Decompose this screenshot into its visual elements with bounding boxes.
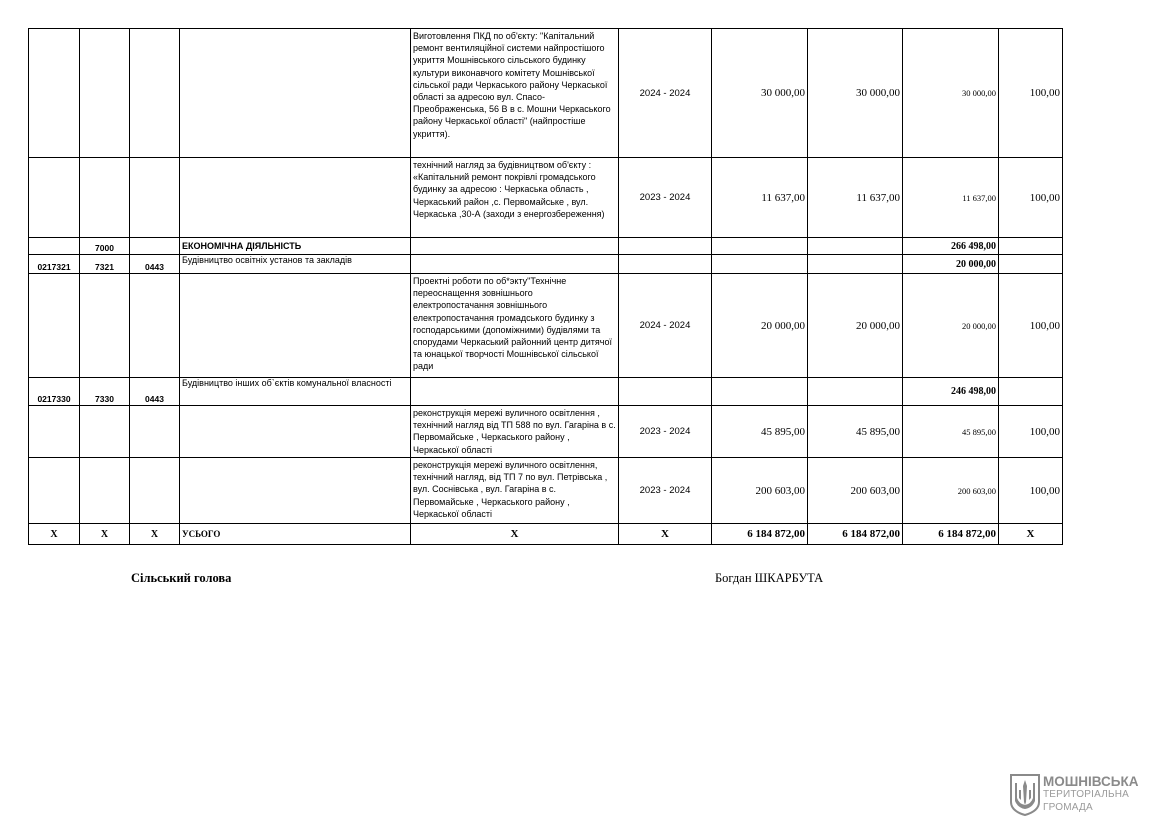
planned-amount: 20 000,00 xyxy=(903,274,999,378)
project-description: реконструкція мережі вуличного освітлення , технічний нагляд від ТП 588 по вул. Гагаріна в с. Первомайське , Черкаського району , Черкаської області xyxy=(411,406,619,458)
table-row xyxy=(29,255,1063,274)
program-name: Будівництво інших об`єктів комунальної власності xyxy=(180,378,411,406)
completion-percent xyxy=(999,255,1063,274)
remaining-cost: 45 895,00 xyxy=(808,406,903,458)
logo-title: МОШНІВСЬКА xyxy=(1043,774,1139,789)
project-description: технічний нагляд за будівництвом об'єкту : «Капітальний ремонт покрівлі громадського будинку за адресою : Черкаська область , Черкаський район ,с. Первомайське , вул. Черкаська ,30-А (заходи з енергозбереження) xyxy=(411,158,619,238)
table-row xyxy=(29,158,1063,238)
budget-table xyxy=(28,28,1063,545)
project-period: 2023 - 2024 xyxy=(619,406,712,458)
classification-code: 0443 xyxy=(130,378,180,406)
total-x-period: X xyxy=(619,524,712,545)
program-code-cell xyxy=(29,29,80,158)
table-row xyxy=(29,458,1063,524)
program-name-cell xyxy=(180,29,411,158)
function-code-cell xyxy=(80,158,130,238)
total-x-percent: X xyxy=(999,524,1063,545)
remaining-cost xyxy=(808,378,903,406)
completion-percent: 100,00 xyxy=(999,274,1063,378)
program-code-cell xyxy=(29,406,80,458)
program-name-cell xyxy=(180,274,411,378)
project-description xyxy=(411,238,619,255)
project-period: 2023 - 2024 xyxy=(619,158,712,238)
function-code-cell xyxy=(80,458,130,524)
total-cost xyxy=(712,238,808,255)
completion-percent xyxy=(999,238,1063,255)
logo-subtitle-2: ГРОМАДА xyxy=(1043,802,1093,813)
table-row xyxy=(29,29,1063,158)
planned-amount: 246 498,00 xyxy=(903,378,999,406)
classification-code-cell xyxy=(130,406,180,458)
table-row xyxy=(29,238,1063,255)
function-code-cell xyxy=(80,274,130,378)
project-period: 2024 - 2024 xyxy=(619,29,712,158)
project-description: Виготовлення ПКД по об'єкту: "Капітальний ремонт вентиляційної системи найпростішого укриття Мошнівського сільського будинку культури виконавчого комітету Мошнівської сільської ради Черкаського району Черкаської області за адресою вул. Спасо-Преображенська, 56 В в с. Мошни Черкаського району Черкаської області" (найпростіше укриття). xyxy=(411,29,619,158)
project-description: реконструкція мережі вуличного освітлення, технічний нагляд, від ТП 7 по вул. Петрівська , вул. Соснівська , вул. Гагаріна в с. Первомайське , Черкаського району , Черкаської області xyxy=(411,458,619,524)
section-name: ЕКОНОМІЧНА ДІЯЛЬНІСТЬ xyxy=(180,238,411,255)
table-row xyxy=(29,274,1063,378)
program-name-cell xyxy=(180,458,411,524)
project-period xyxy=(619,378,712,406)
total-cost: 45 895,00 xyxy=(712,406,808,458)
table-row xyxy=(29,406,1063,458)
total-cost xyxy=(712,255,808,274)
program-code-cell xyxy=(29,158,80,238)
program-name-cell xyxy=(180,406,411,458)
classification-code xyxy=(130,238,180,255)
signature-name: Богдан ШКАРБУТА xyxy=(715,571,824,585)
project-period: 2024 - 2024 xyxy=(619,274,712,378)
planned-amount: 30 000,00 xyxy=(903,29,999,158)
function-code-cell xyxy=(80,406,130,458)
total-x-code3: X xyxy=(130,524,180,545)
total-x-code2: X xyxy=(80,524,130,545)
total-sum-remaining: 6 184 872,00 xyxy=(808,524,903,545)
project-period xyxy=(619,255,712,274)
total-sum-cost: 6 184 872,00 xyxy=(712,524,808,545)
classification-code: 0443 xyxy=(130,255,180,274)
total-cost: 20 000,00 xyxy=(712,274,808,378)
planned-amount: 200 603,00 xyxy=(903,458,999,524)
function-code: 7321 xyxy=(80,255,130,274)
remaining-cost xyxy=(808,255,903,274)
completion-percent xyxy=(999,378,1063,406)
project-description xyxy=(411,255,619,274)
total-cost xyxy=(712,378,808,406)
remaining-cost: 30 000,00 xyxy=(808,29,903,158)
total-row xyxy=(29,524,1063,545)
program-name-cell xyxy=(180,158,411,238)
project-period: 2023 - 2024 xyxy=(619,458,712,524)
program-code-cell xyxy=(29,274,80,378)
program-code: 0217330 xyxy=(29,378,80,406)
total-cost: 30 000,00 xyxy=(712,29,808,158)
function-code-cell xyxy=(80,29,130,158)
planned-amount: 45 895,00 xyxy=(903,406,999,458)
project-period xyxy=(619,238,712,255)
planned-amount: 20 000,00 xyxy=(903,255,999,274)
classification-code-cell xyxy=(130,29,180,158)
remaining-cost xyxy=(808,238,903,255)
program-code-cell xyxy=(29,458,80,524)
total-sum-planned: 6 184 872,00 xyxy=(903,524,999,545)
completion-percent: 100,00 xyxy=(999,158,1063,238)
total-x-desc: X xyxy=(411,524,619,545)
remaining-cost: 11 637,00 xyxy=(808,158,903,238)
community-logo xyxy=(1010,774,1150,816)
project-description xyxy=(411,378,619,406)
program-name: Будівництво освітніх установ та закладів xyxy=(180,255,411,274)
planned-amount: 266 498,00 xyxy=(903,238,999,255)
logo-subtitle-1: ТЕРИТОРІАЛЬНА xyxy=(1043,789,1130,800)
signature-title: Сільський голова xyxy=(131,571,232,585)
program-code xyxy=(29,238,80,255)
project-description: Проектні роботи по об*экту"Технічне переоснащення зовнішнього електропостачання зовнішнього електропостачання громадського будинку з господарськими (допоміжними) будівлями та спорудами Черкаський районний центр дитячої та юнацької творчості Мошнівської сільської ради xyxy=(411,274,619,378)
total-cost: 200 603,00 xyxy=(712,458,808,524)
classification-code-cell xyxy=(130,458,180,524)
classification-code-cell xyxy=(130,158,180,238)
function-code: 7000 xyxy=(80,238,130,255)
table-row xyxy=(29,378,1063,406)
total-cost: 11 637,00 xyxy=(712,158,808,238)
classification-code-cell xyxy=(130,274,180,378)
function-code: 7330 xyxy=(80,378,130,406)
remaining-cost: 20 000,00 xyxy=(808,274,903,378)
total-label: УСЬОГО xyxy=(180,524,411,545)
trident-icon xyxy=(1010,774,1040,816)
completion-percent: 100,00 xyxy=(999,458,1063,524)
completion-percent: 100,00 xyxy=(999,406,1063,458)
remaining-cost: 200 603,00 xyxy=(808,458,903,524)
program-code: 0217321 xyxy=(29,255,80,274)
planned-amount: 11 637,00 xyxy=(903,158,999,238)
total-x-code1: X xyxy=(29,524,80,545)
completion-percent: 100,00 xyxy=(999,29,1063,158)
